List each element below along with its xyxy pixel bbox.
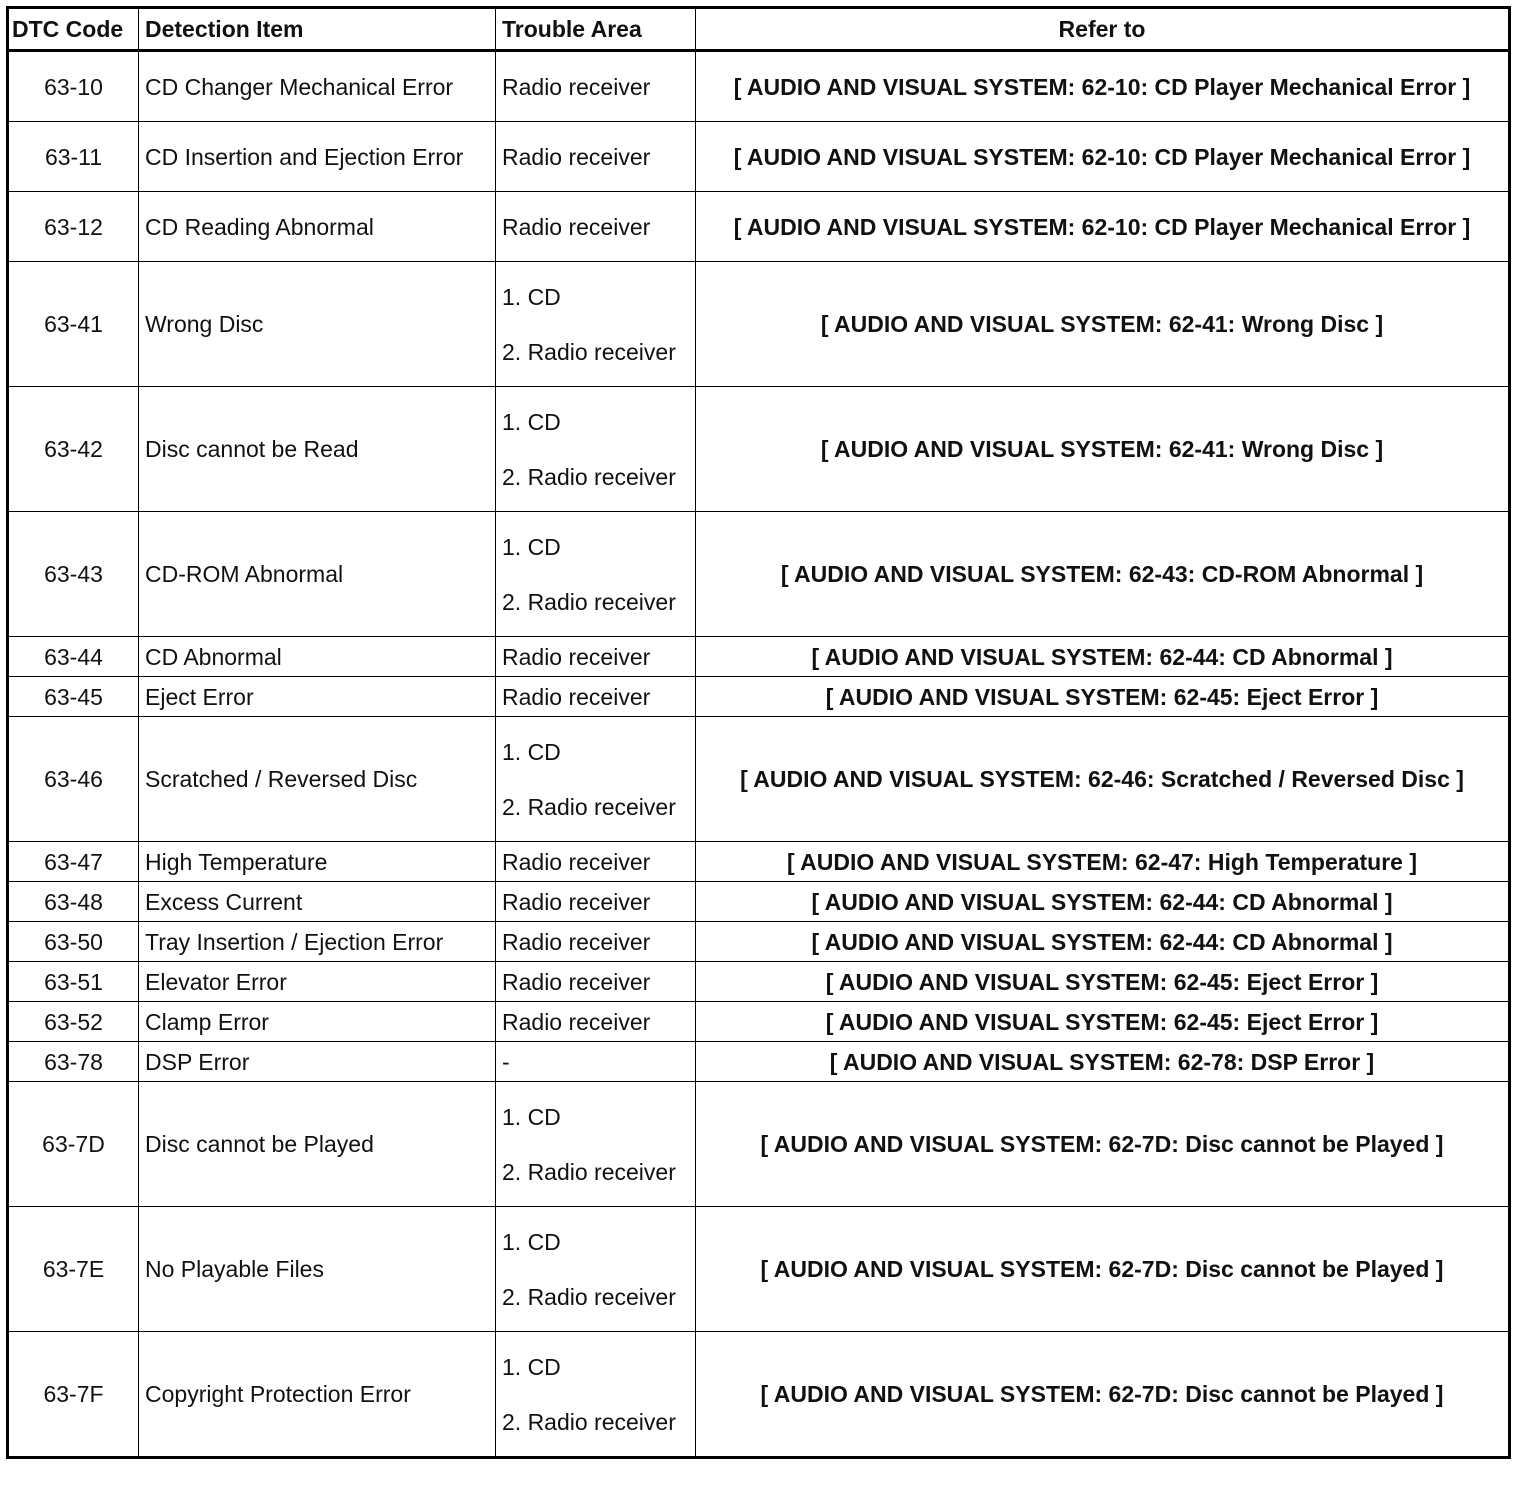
cell-trouble-area [496, 1332, 696, 1458]
cell-refer-to: [ AUDIO AND VISUAL SYSTEM: 62-10: CD Player Mechanical Error ] [696, 122, 1510, 192]
trouble-area-entry: 2. Radio receiver [502, 1408, 676, 1435]
trouble-area-entry: Radio receiver [502, 928, 651, 955]
cell-trouble-area [496, 882, 696, 922]
cell-detection-item: CD Abnormal [139, 637, 496, 677]
cell-dtc-code: 63-7F [8, 1332, 139, 1458]
cell-dtc-code: 63-51 [8, 962, 139, 1002]
cell-dtc-code: 63-7D [8, 1082, 139, 1207]
cell-trouble-area [496, 717, 696, 842]
cell-dtc-code: 63-47 [8, 842, 139, 882]
cell-refer-to: [ AUDIO AND VISUAL SYSTEM: 62-7D: Disc cannot be Played ] [696, 1082, 1510, 1207]
cell-refer-to: [ AUDIO AND VISUAL SYSTEM: 62-7D: Disc cannot be Played ] [696, 1207, 1510, 1332]
cell-detection-item: Disc cannot be Played [139, 1082, 496, 1207]
cell-dtc-code: 63-7E [8, 1207, 139, 1332]
area-spacer [502, 437, 689, 462]
table-row [8, 677, 1510, 717]
cell-detection-item: Copyright Protection Error [139, 1332, 496, 1458]
cell-detection-item: CD Changer Mechanical Error [139, 51, 496, 122]
trouble-area-entry: 2. Radio receiver [502, 1283, 676, 1310]
cell-dtc-code: 63-50 [8, 922, 139, 962]
table-row [8, 262, 1510, 387]
table-row [8, 962, 1510, 1002]
cell-trouble-area [496, 512, 696, 637]
area-spacer [502, 562, 689, 587]
cell-trouble-area [496, 962, 696, 1002]
cell-refer-to: [ AUDIO AND VISUAL SYSTEM: 62-46: Scratched / Reversed Disc ] [696, 717, 1510, 842]
cell-dtc-code: 63-11 [8, 122, 139, 192]
cell-trouble-area [496, 192, 696, 262]
cell-refer-to: [ AUDIO AND VISUAL SYSTEM: 62-10: CD Player Mechanical Error ] [696, 192, 1510, 262]
table-row [8, 1082, 1510, 1207]
cell-trouble-area [496, 1207, 696, 1332]
table-row [8, 122, 1510, 192]
table-row [8, 51, 1510, 122]
cell-trouble-area [496, 122, 696, 192]
cell-dtc-code: 63-45 [8, 677, 139, 717]
table-row [8, 717, 1510, 842]
cell-dtc-code: 63-78 [8, 1042, 139, 1082]
trouble-area-entry: Radio receiver [502, 213, 651, 240]
cell-detection-item: Wrong Disc [139, 262, 496, 387]
area-spacer [502, 1257, 689, 1282]
cell-trouble-area [496, 637, 696, 677]
cell-trouble-area [496, 842, 696, 882]
area-spacer [502, 1132, 689, 1157]
trouble-area-entry: - [502, 1048, 510, 1075]
cell-dtc-code: 63-41 [8, 262, 139, 387]
cell-detection-item: High Temperature [139, 842, 496, 882]
table-row [8, 1332, 1510, 1458]
trouble-area-entry: Radio receiver [502, 968, 651, 995]
cell-detection-item: Disc cannot be Read [139, 387, 496, 512]
trouble-area-entry: 2. Radio receiver [502, 1158, 676, 1185]
trouble-area-entry: 1. CD [502, 1103, 561, 1130]
dtc-table [6, 6, 1511, 1459]
cell-detection-item: CD Insertion and Ejection Error [139, 122, 496, 192]
cell-refer-to: [ AUDIO AND VISUAL SYSTEM: 62-44: CD Abnormal ] [696, 922, 1510, 962]
cell-refer-to: [ AUDIO AND VISUAL SYSTEM: 62-44: CD Abnormal ] [696, 882, 1510, 922]
trouble-area-entry: 2. Radio receiver [502, 338, 676, 365]
cell-trouble-area [496, 262, 696, 387]
header-dtc-code: DTC Code [8, 8, 139, 51]
cell-detection-item: No Playable Files [139, 1207, 496, 1332]
cell-dtc-code: 63-46 [8, 717, 139, 842]
header-refer-to: Refer to [696, 8, 1510, 51]
trouble-area-entry: 1. CD [502, 738, 561, 765]
trouble-area-entry: Radio receiver [502, 848, 651, 875]
trouble-area-entry: 2. Radio receiver [502, 463, 676, 490]
table-row [8, 192, 1510, 262]
trouble-area-entry: Radio receiver [502, 683, 651, 710]
trouble-area-entry: Radio receiver [502, 143, 651, 170]
area-spacer [502, 1382, 689, 1407]
trouble-area-entry: 2. Radio receiver [502, 588, 676, 615]
cell-refer-to: [ AUDIO AND VISUAL SYSTEM: 62-7D: Disc cannot be Played ] [696, 1332, 1510, 1458]
trouble-area-entry: 1. CD [502, 283, 561, 310]
cell-trouble-area [496, 387, 696, 512]
cell-dtc-code: 63-44 [8, 637, 139, 677]
cell-trouble-area [496, 1082, 696, 1207]
trouble-area-entry: 1. CD [502, 533, 561, 560]
cell-detection-item: Elevator Error [139, 962, 496, 1002]
cell-refer-to: [ AUDIO AND VISUAL SYSTEM: 62-45: Eject Error ] [696, 1002, 1510, 1042]
cell-trouble-area [496, 1002, 696, 1042]
cell-dtc-code: 63-42 [8, 387, 139, 512]
cell-refer-to: [ AUDIO AND VISUAL SYSTEM: 62-41: Wrong Disc ] [696, 387, 1510, 512]
cell-detection-item: CD Reading Abnormal [139, 192, 496, 262]
cell-detection-item: DSP Error [139, 1042, 496, 1082]
cell-dtc-code: 63-10 [8, 51, 139, 122]
table-row [8, 512, 1510, 637]
trouble-area-entry: 1. CD [502, 1228, 561, 1255]
table-row [8, 922, 1510, 962]
cell-refer-to: [ AUDIO AND VISUAL SYSTEM: 62-78: DSP Error ] [696, 1042, 1510, 1082]
table-row [8, 637, 1510, 677]
table-row [8, 387, 1510, 512]
table-row [8, 1002, 1510, 1042]
cell-trouble-area [496, 51, 696, 122]
table-row [8, 842, 1510, 882]
cell-refer-to: [ AUDIO AND VISUAL SYSTEM: 62-44: CD Abnormal ] [696, 637, 1510, 677]
table-body [8, 51, 1510, 1458]
header-row [8, 8, 1510, 51]
cell-refer-to: [ AUDIO AND VISUAL SYSTEM: 62-45: Eject Error ] [696, 677, 1510, 717]
cell-refer-to: [ AUDIO AND VISUAL SYSTEM: 62-10: CD Player Mechanical Error ] [696, 51, 1510, 122]
cell-trouble-area [496, 1042, 696, 1082]
header-trouble-area: Trouble Area [496, 8, 696, 51]
header-detection-item: Detection Item [139, 8, 496, 51]
table-row [8, 1207, 1510, 1332]
cell-dtc-code: 63-43 [8, 512, 139, 637]
trouble-area-entry: Radio receiver [502, 73, 651, 100]
cell-refer-to: [ AUDIO AND VISUAL SYSTEM: 62-41: Wrong Disc ] [696, 262, 1510, 387]
cell-dtc-code: 63-52 [8, 1002, 139, 1042]
cell-detection-item: Clamp Error [139, 1002, 496, 1042]
trouble-area-entry: Radio receiver [502, 1008, 651, 1035]
area-spacer [502, 312, 689, 337]
trouble-area-entry: Radio receiver [502, 888, 651, 915]
cell-trouble-area [496, 922, 696, 962]
table-row [8, 882, 1510, 922]
area-spacer [502, 767, 689, 792]
table-row [8, 1042, 1510, 1082]
trouble-area-entry: Radio receiver [502, 643, 651, 670]
cell-detection-item: CD-ROM Abnormal [139, 512, 496, 637]
cell-detection-item: Scratched / Reversed Disc [139, 717, 496, 842]
trouble-area-entry: 2. Radio receiver [502, 793, 676, 820]
trouble-area-entry: 1. CD [502, 408, 561, 435]
cell-dtc-code: 63-48 [8, 882, 139, 922]
cell-detection-item: Eject Error [139, 677, 496, 717]
cell-dtc-code: 63-12 [8, 192, 139, 262]
cell-refer-to: [ AUDIO AND VISUAL SYSTEM: 62-47: High Temperature ] [696, 842, 1510, 882]
cell-refer-to: [ AUDIO AND VISUAL SYSTEM: 62-43: CD-ROM Abnormal ] [696, 512, 1510, 637]
trouble-area-entry: 1. CD [502, 1353, 561, 1380]
cell-detection-item: Excess Current [139, 882, 496, 922]
cell-trouble-area [496, 677, 696, 717]
cell-refer-to: [ AUDIO AND VISUAL SYSTEM: 62-45: Eject Error ] [696, 962, 1510, 1002]
cell-detection-item: Tray Insertion / Ejection Error [139, 922, 496, 962]
